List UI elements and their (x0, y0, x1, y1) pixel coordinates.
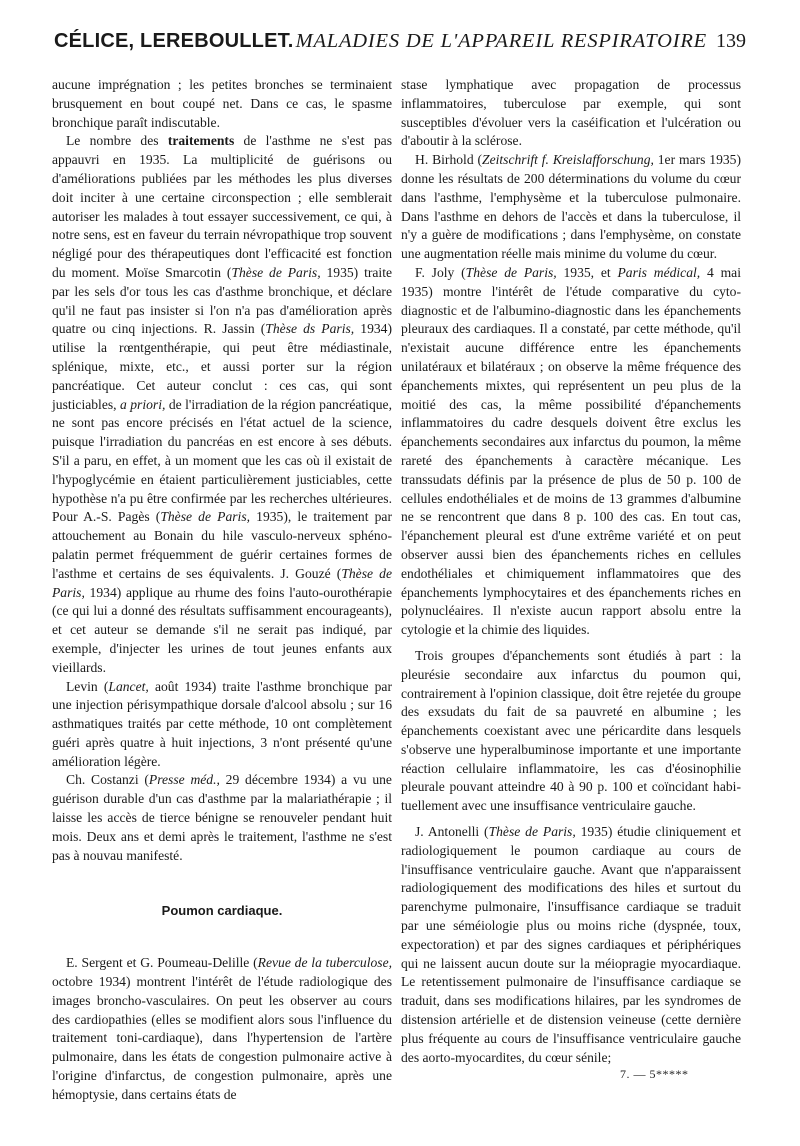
paragraph-antonelli: J. Antonelli (Thèse de Paris, 1935) étudie cliniquement et radiologiquement le poumon cardiaque au cours de l'insuffisance ventriculaire gauche. Avant que n'apparaissent radiologiquement des modifications des hiles et surtout du parenchyme pulmonaire, l'insuffisance cardiaque se traduit par une séméiologie plus ou moins riche (dyspnée, toux, expectoration) et par des signes cardiaques et périphériques qui ne laissent aucun doute sur la méiopragie myocardiaque. Le retentissement pulmonaire de l'insuffisance cardiaque se traduit, dans ses modifications hilaires, par les syndromes de distension artérielle et de distension veineuse (cette dernière plus fréquente au cours de l'insuffisance ventriculaire gauche des aorto-myocardites, du cœur sénile; (401, 824, 741, 1065)
right-column (401, 76, 741, 1067)
page-number: 139 (716, 30, 746, 52)
paragraph-three-groups: Trois groupes d'épanchements sont étudiés à part : la pleurésie secondaire aux infarctus du poumon qui, contrairement à l'opinion classique, doit être rejetée du groupe des exsudats du fait de sa pauvreté en albumine ; les épanchements coexistant avec une péricardite dans lesquels s'observe une hyperalbuminose importante et une importante réaction cellulaire inflammatoire, les cas d'éosinophilie pleurale pouvant atteindre 40 à 90 p. 100 et coïncidant habituellement avec une insuffisance ventriculaire gauche. (401, 647, 741, 814)
running-head (54, 30, 746, 70)
paragraph-asthma-treatments: Le nombre des traitements de l'asthme ne s'est pas appauvri en 1935. La multiplicité de guérisons ou d'améliorations publiées par les méthodes les plus diverses doit inciter à une certaine circonspection ; elle semblerait autoriser les malades à tout essayer successivement, ce qui, à notre sens, est en faveur du terrain névropathique trop souvent négligé pour des thérapeutiques dont l'efficacité est fonction du moment. Moïse Smarcotin (Thèse de Paris, 1935) traite par les sels d'or tous les cas d'asthme bronchique, et déclare qu'il ne faut pas insister si l'on n'a pas d'amélioration après quatre ou cinq injections. R. Jassin (Thèse ds Paris, 1934) utilise la rœntgenthérapie, qui peut être médiastinale, splénique, mixte, etc., et aussi porter sur la région pancréatique. Cet auteur conclut : ces cas, qui sont justiciables, a priori, de l'irradiation de la région pancréatique, ne sont pas encore précisés en l'état actuel de la science, puisque l'irradiation du pancréas en est encore à ses débuts. S'il a paru, en effet, à un moment que les cas où il existait de l'hypoglycémie en étaient particulièrement justiciables, cette hypothèse n'a pu être confirmée par les recherches ultérieures. Pour A.-S. Pagès (Thèse de Paris, 1935), le traitement par attouchement au Bonain du hile vasculo-nerveux sphéno-palatin permet fréquemment de guérir certaines formes de l'asthme et certains de ses équivalents. J. Gouzé (Thèse de Paris, 1934) applique au rhume des foins l'auto-ourothérapie (ce qui lui a donné des résultats suffisamment encourageants), et cet auteur se demande s'il ne serait pas indiqué, par exemple, d'injecter les urines de tout jeunes enfants aux vieillards. (52, 133, 393, 675)
paragraph-continued: aucune imprégnation ; les petites bronches se terminaient brusquement en bout coupé net. Dans ce cas, le spasme bronchique paraît indiscutable. (52, 77, 392, 130)
paragraph-sergent: E. Sergent et G. Poumeau-Delille (Revue de la tuberculose, octobre 1934) montrent l'intérêt de l'étude radiologique des images broncho-vasculaires. On peut les observer au cours des cardiopathies (elles se modifient alors sous l'influence du traitement toni-cardiaque), dans l'hypertension de l'artère pulmonaire, dans les états de congestion pulmonaire active à l'origine d'infarctus, de congestion pulmonaire, après une hémoptysie, dans certains états de (52, 955, 393, 1102)
section-heading: Poumon cardiaque. (161, 903, 283, 919)
paragraph-levin: Levin (Lancet, août 1934) traite l'asthme bronchique par une injection périsympathique dorsale d'alcool absolu ; sur 16 asthmatiques traités par cette méthode, 10 ont complètement guéri après quatre à huit injections, 3 n'ont présenté qu'une amélioration légère. (52, 678, 392, 769)
left-column (52, 76, 392, 1105)
paragraph-continued: stase lymphatique avec propagation de processus inflammatoires, tuberculose par exemple, qui sont susceptibles d'évoluer vers la caséification et l'ulcération ou d'aboutir à la sclérose. (401, 77, 741, 149)
running-head-title: MALADIES DE L'APPAREIL RESPIRATOIRE (295, 30, 707, 52)
running-head-authors: CÉLICE, LEREBOULLET. (54, 30, 294, 52)
paragraph-joly: F. Joly (Thèse de Paris, 1935, et Paris médical, 4 mai 1935) montre l'intérêt de l'étude comparative du cyto-diagnostic et de l'albumino-diagnostic dans les épanchements pleuraux des cardiaques. Il a constaté, par cette méthode, qu'il n'existait aucune différence entre les épanchements unilatéraux et bilatéraux ; on observe la même fréquence des épanchements mixtes, qui représentent un peu plus de la moitié des cas, la même possibilité d'épanchements inflammatoires du cadre desquels doivent être exclus les épanchements secondaires aux infarctus du poumon, la même rareté des épanchements à caractère mécanique. Les transsudats définis par la présence de plus de 50 p. 100 de cellules endothéliales et de moins de 13 grammes d'albumine ne se rencontrent que dans 8 p. 100 des cas. En tout cas, l'épanchement pleural est d'une extrême variété et on peut observer aussi bien des épanchements riches en cellules endothéliales et chimiquement inflammatoires que des épanchements lymphocytaires et des épanchements riches en polynucléaires. Il n'existe aucun rapport absolu entre la cytologie et la chimie des liquides. (401, 264, 741, 638)
signature-mark: 7. — 5***** (620, 1067, 689, 1081)
paragraph-birhold: H. Birhold (Zeitschrift f. Kreislafforschung, 1er mars 1935) donne les résultats de 200 déterminations du volume du cœur dans l'asthme, l'emphysème et la tuberculose pulmonaire. Dans l'asthme en dehors de l'accès et dans la tuberculose, il n'y a guère de modifications ; dans l'emphysème, on constate une augmentation réelle mais minime du volume du cœur. (401, 152, 741, 262)
paragraph-costanzi: Ch. Costanzi (Presse méd., 29 décembre 1934) a vu une guérison durable d'un cas d'asthme par la malariathérapie ; il laisse les accès de tierce bénigne se renouveler pendant huit mois. Deux ans et demi après le traitement, l'asthme ne s'est pas à nouvau manifesté. (52, 772, 392, 863)
